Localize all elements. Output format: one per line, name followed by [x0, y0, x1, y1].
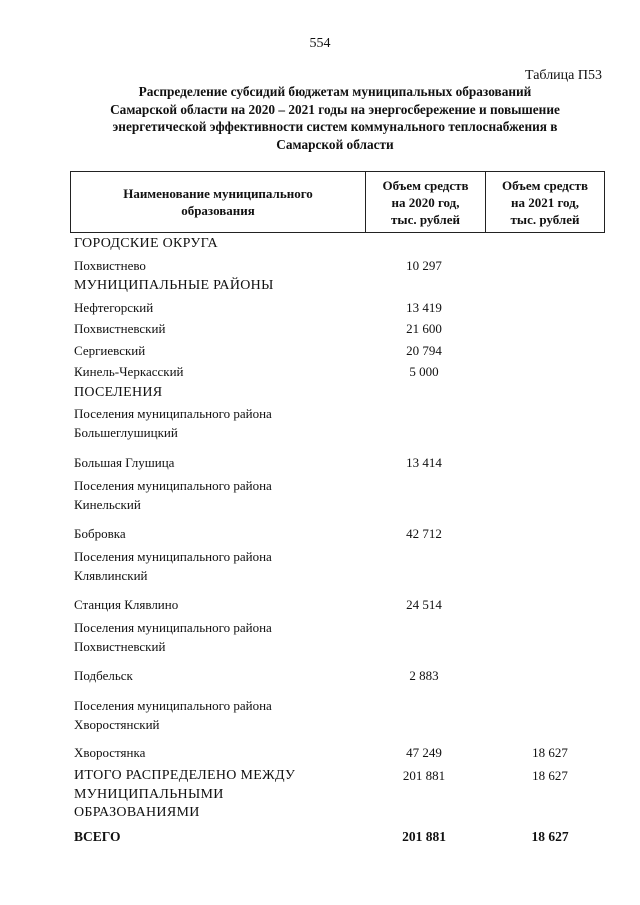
row-name-line: Похвистнево — [74, 258, 146, 273]
row-name-line: Станция Клявлино — [74, 597, 179, 612]
row-name-line: ПОСЕЛЕНИЯ — [74, 385, 163, 400]
value-2020: 21 600 — [406, 321, 442, 336]
row-name-line: Подбельск — [74, 668, 133, 683]
header-text: тыс. рублей — [510, 211, 580, 227]
row-name — [74, 596, 364, 614]
header-2020-column — [366, 172, 486, 232]
row-name-line: ИТОГО РАСПРЕДЕЛЕНО МЕЖДУ — [74, 768, 296, 783]
row-name-line: Клявлинский — [74, 567, 148, 583]
row-name — [74, 619, 364, 656]
row-name — [74, 363, 364, 381]
value-2020: 5 000 — [409, 364, 439, 379]
row-name-line: Сергиевский — [74, 343, 146, 358]
value-2020: 47 249 — [406, 745, 442, 760]
row-name — [74, 667, 364, 685]
row-name-line: ГОРОДСКИЕ ОКРУГА — [74, 236, 218, 251]
header-text: на 2021 год, — [510, 194, 580, 210]
row-name — [74, 384, 364, 402]
row-name — [74, 767, 364, 823]
row-name-line: МУНИЦИПАЛЬНЫЕ РАЙОНЫ — [74, 278, 274, 293]
table-header — [70, 171, 605, 233]
row-name — [74, 697, 364, 734]
header-name-column — [71, 172, 366, 232]
row-name — [74, 299, 364, 317]
header-text: тыс. рублей — [391, 211, 460, 227]
row-name-line: Поселения муниципального района — [74, 698, 272, 713]
row-name — [74, 744, 364, 762]
row-name — [74, 405, 364, 442]
row-name — [74, 828, 364, 846]
title-line: Самарской области — [276, 136, 394, 152]
row-name-line: Поселения муниципального района — [74, 478, 272, 493]
value-2020: 2 883 — [409, 668, 439, 683]
row-name — [74, 477, 364, 514]
value-2021: 18 627 — [532, 745, 568, 760]
row-name-line: Похвистневский — [74, 638, 166, 654]
value-2021: 18 627 — [531, 829, 569, 844]
row-name — [74, 257, 364, 275]
row-name-line: Большеглушицкий — [74, 424, 178, 440]
header-text: на 2020 год, — [391, 194, 460, 210]
page-number: 554 — [309, 36, 331, 51]
value-2020: 13 419 — [406, 300, 442, 315]
header-text: Объем средств — [501, 177, 589, 193]
row-name — [74, 342, 364, 360]
row-name-line: Поселения муниципального района — [74, 549, 272, 564]
row-name-line: Кинель-Черкасский — [74, 364, 184, 379]
value-2020: 24 514 — [406, 597, 442, 612]
header-text: Наименование муниципального — [123, 186, 313, 201]
value-2020: 201 881 — [402, 768, 446, 783]
header-text: Объем средств — [382, 177, 469, 193]
value-2020: 13 414 — [406, 455, 442, 470]
row-name-line: Хворостянский — [74, 716, 160, 732]
value-2020: 20 794 — [406, 343, 442, 358]
row-name-line: Кинельский — [74, 496, 141, 512]
row-name-line: Поселения муниципального района — [74, 406, 272, 421]
row-name-line: Нефтегорский — [74, 300, 154, 315]
row-name-line: МУНИЦИПАЛЬНЫМИ — [74, 786, 224, 802]
table-label: Таблица П53 — [525, 68, 602, 83]
title-line: энергетической эффективности систем коммунального теплоснабжения в — [112, 119, 558, 134]
row-name-line: Поселения муниципального района — [74, 620, 272, 635]
header-text: образования — [181, 203, 255, 218]
row-name — [74, 277, 364, 295]
row-name-line: Похвистневский — [74, 321, 166, 336]
value-2021: 18 627 — [532, 768, 568, 783]
title-line: Самарской области на 2020 – 2021 годы на энергосбережение и повышение — [110, 101, 560, 117]
row-name-line: Большая Глушица — [74, 455, 175, 470]
row-name-line: ВСЕГО — [74, 829, 121, 844]
value-2020: 201 881 — [402, 829, 446, 844]
header-2021-column — [486, 172, 604, 232]
value-2020: 42 712 — [406, 526, 442, 541]
row-name-line: Хворостянка — [74, 745, 146, 760]
title-line: Распределение субсидий бюджетам муниципальных образований — [138, 84, 532, 99]
document-title — [70, 83, 600, 153]
row-name — [74, 235, 364, 253]
row-name — [74, 525, 364, 543]
value-2020: 10 297 — [406, 258, 442, 273]
row-name — [74, 548, 364, 585]
row-name-line: Бобровка — [74, 526, 126, 541]
row-name — [74, 454, 364, 472]
row-name — [74, 320, 364, 338]
row-name-line: ОБРАЗОВАНИЯМИ — [74, 805, 200, 820]
